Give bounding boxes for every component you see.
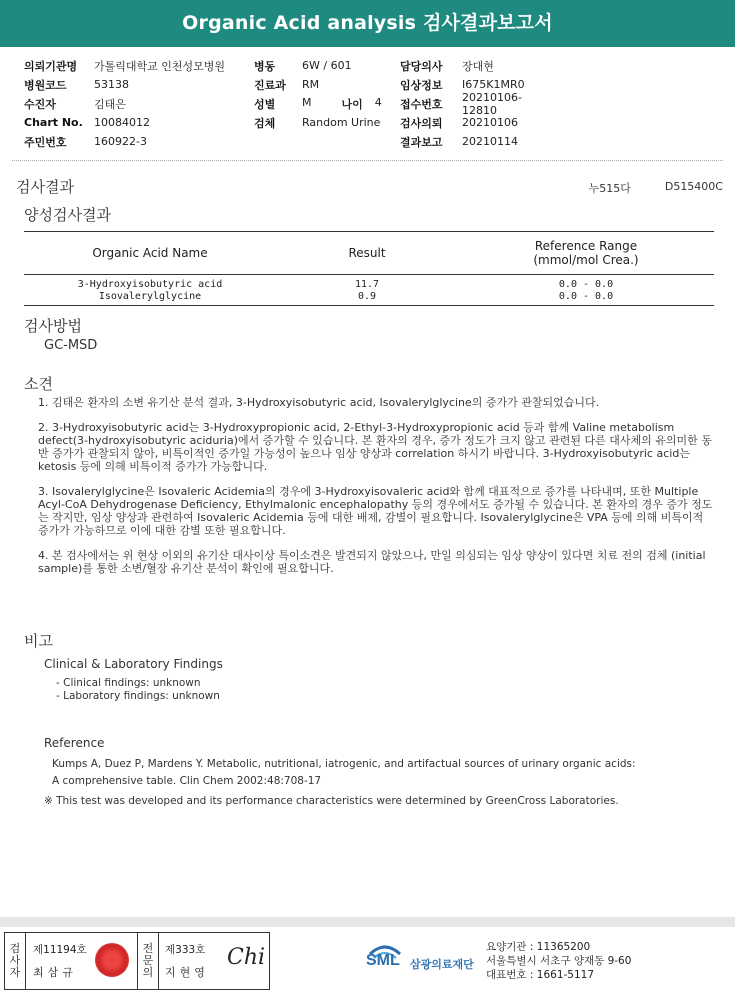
positive-results-title: 양성검사결과 [24, 206, 111, 224]
report-title-bar [0, 0, 735, 47]
info-row [24, 132, 724, 151]
signature: Chi [227, 945, 266, 970]
age-value: 4 [374, 95, 382, 109]
info-label: 접수번호 [400, 97, 443, 111]
info-row [24, 75, 724, 94]
range-header-line2: (mmol/mol Crea.) [533, 253, 639, 267]
finding-paragraph: 4. 본 검사에서는 위 현상 이외의 유기산 대사이상 특이소견은 발견되지 않았으나, 만일 의심되는 임상 양상이 있다면 치료 전의 검체 (initial sample)를 통한 소변/혈장 유기산 분석이 확인에 필요합니다. [38, 549, 706, 575]
info-label: 담당의사 [400, 59, 443, 73]
info-value [302, 96, 400, 112]
clinical-findings-title: Clinical & Laboratory Findings [44, 657, 223, 671]
info-label: 성별 [254, 97, 276, 111]
info-value: 20210106-12810 [462, 90, 522, 117]
examiner-license: 제11194호 [33, 944, 87, 956]
finding-paragraph: 3. Isovalerylglycine은 Isovaleric Acidemia의 경우에 3-Hydroxyisovaleric acid와 함께 대표적으로 증가를 나타내며, 또한 Multiple Acyl-CoA Dehydrogenase Deficiency, Ethylmalonic encephalopathy 등의 경우에서도 증가될 수 있습니다. 본 환자의 경우 증가 정도는 작지만, 임상 양상과 관련하여 Isovaleric Acidemia 등에 대한 배제, 감별이 필요합니다. Isovalerylglycine은 VPA 등에 의해 비특이적 증가가 가능하므로 이에 대한 감별 또한 필요합니다. [38, 485, 713, 537]
method-title: 검사방법 [24, 317, 82, 335]
info-value: 가톨릭대학교 인천성모병원 [94, 59, 226, 73]
info-row [24, 56, 724, 75]
clinical-findings-list [56, 677, 220, 703]
info-value: 160922-3 [94, 135, 147, 148]
code-1: 누515다 [588, 182, 631, 195]
signature-box [4, 932, 270, 990]
lab-note: ※ This test was developed and its performance characteristics were determined by GreenCross Laboratories. [44, 795, 619, 807]
org-info [486, 940, 631, 982]
info-label: 수진자 [24, 97, 56, 111]
org-line: 서울특별시 서초구 양재동 9-60 [486, 955, 632, 967]
reference-text [52, 756, 636, 790]
acid-result: 0.9 [276, 291, 458, 306]
label-char: 자 [9, 966, 21, 979]
label-char: 문 [142, 954, 154, 967]
acid-name: 3-Hydroxyisobutyric acid [77, 279, 223, 290]
specialist-label [137, 933, 159, 989]
info-row [24, 90, 724, 117]
examiner-label [5, 933, 26, 989]
seal-stamp [95, 943, 129, 977]
sex-value: M [302, 95, 312, 109]
finding-paragraph: 1. 김태은 환자의 소변 유기산 분석 결과, 3-Hydroxyisobutyric acid, Isovalerylglycine의 증가가 관찰되었습니다. [38, 396, 600, 409]
info-value: 20210106 [462, 116, 518, 129]
info-label: 주민번호 [24, 135, 67, 149]
info-value: I675K1MR0 [462, 78, 525, 91]
sml-logo [366, 940, 484, 980]
results-title: 검사결과 [16, 178, 74, 196]
info-label: 병동 [254, 59, 276, 73]
acid-range: 0.0 - 0.0 [558, 279, 614, 290]
info-row [24, 113, 724, 132]
org-line: 요양기관 : 11365200 [486, 941, 591, 953]
col-header-result: Result [276, 232, 458, 275]
table-row [24, 275, 714, 292]
logo-text: SML [366, 952, 400, 969]
method-value: GC-MSD [44, 338, 98, 353]
info-value: 10084012 [94, 116, 150, 129]
finding-paragraph: 2. 3-Hydroxyisobutyric acid는 3-Hydroxypropionic acid, 2-Ethyl-3-Hydroxypropionic acid 등과 함께 Valine metabolism defect(3-hydroxyisobutyric aciduria)에서 증가할 수 있습니다. 본 환자의 경우, 증가 정도가 크지 않고 관련된 다른 대사체의 유의미한 동반 증가가 관찰되지 않아, 비특이적인 증가일 가능성이 높으나 임상 양상과 correlation 하시기 바랍니다. 3-Hydroxyisobutyric acid는 ketosis 등에 의해 비특이적 증가가 가능합니다. [38, 421, 712, 473]
info-value: 53138 [94, 78, 129, 91]
footer-divider [0, 917, 735, 927]
acid-name: Isovalerylglycine [24, 291, 276, 306]
acid-result: 11.7 [354, 279, 380, 290]
info-value: 김태은 [94, 97, 126, 111]
specialist-license: 제333호 [165, 944, 206, 956]
info-value: 6W / 601 [302, 59, 352, 72]
label-char: 의 [142, 966, 154, 979]
info-label: 진료과 [254, 78, 286, 92]
report-codes [589, 180, 723, 196]
results-table [24, 231, 714, 306]
info-label: 결과보고 [400, 135, 443, 149]
reference-title: Reference [44, 736, 105, 750]
divider [12, 160, 723, 161]
info-label: 병원코드 [24, 78, 67, 92]
findings-title: 소견 [24, 375, 53, 393]
info-value: 20210114 [462, 135, 518, 148]
info-value: Random Urine [302, 116, 381, 129]
age-label: 나이 [341, 97, 363, 111]
info-value: 장대현 [462, 59, 494, 73]
reference-line: Kumps A, Duez P, Mardens Y. Metabolic, nutritional, iatrogenic, and artifactual sources of urinary organic acids: [52, 758, 636, 770]
info-label: 검사의뢰 [400, 116, 443, 130]
report-title: Organic Acid analysis 검사결과보고서 [182, 12, 553, 34]
list-item: - Clinical findings: unknown [56, 677, 201, 689]
logo-org-name: 삼광의료재단 [410, 958, 474, 971]
info-label: Chart No. [24, 116, 83, 129]
label-char: 검 [9, 942, 21, 955]
reference-line: A comprehensive table. Clin Chem 2002:48:708-17 [52, 775, 322, 787]
label-char: 전 [142, 942, 154, 955]
code-2: D515400C [664, 180, 723, 193]
info-label: 검체 [254, 116, 276, 130]
table-header-row [24, 232, 714, 275]
label-char: 사 [9, 954, 21, 967]
examiner-name: 최삼규 [33, 966, 77, 979]
org-line: 대표번호 : 1661-5117 [486, 969, 595, 981]
remarks-title: 비고 [24, 632, 53, 650]
findings-body [38, 396, 714, 587]
info-label: 임상정보 [400, 78, 443, 92]
info-value: RM [302, 78, 320, 91]
col-header-name: Organic Acid Name [24, 232, 276, 275]
acid-range: 0.0 - 0.0 [458, 291, 714, 306]
patient-info [24, 56, 724, 151]
table-row [24, 291, 714, 306]
col-header-range [458, 232, 714, 275]
range-header-line1: Reference Range [534, 239, 638, 253]
specialist-name: 지현영 [165, 966, 209, 979]
info-label: 의뢰기관명 [24, 59, 78, 73]
list-item: - Laboratory findings: unknown [56, 690, 220, 702]
